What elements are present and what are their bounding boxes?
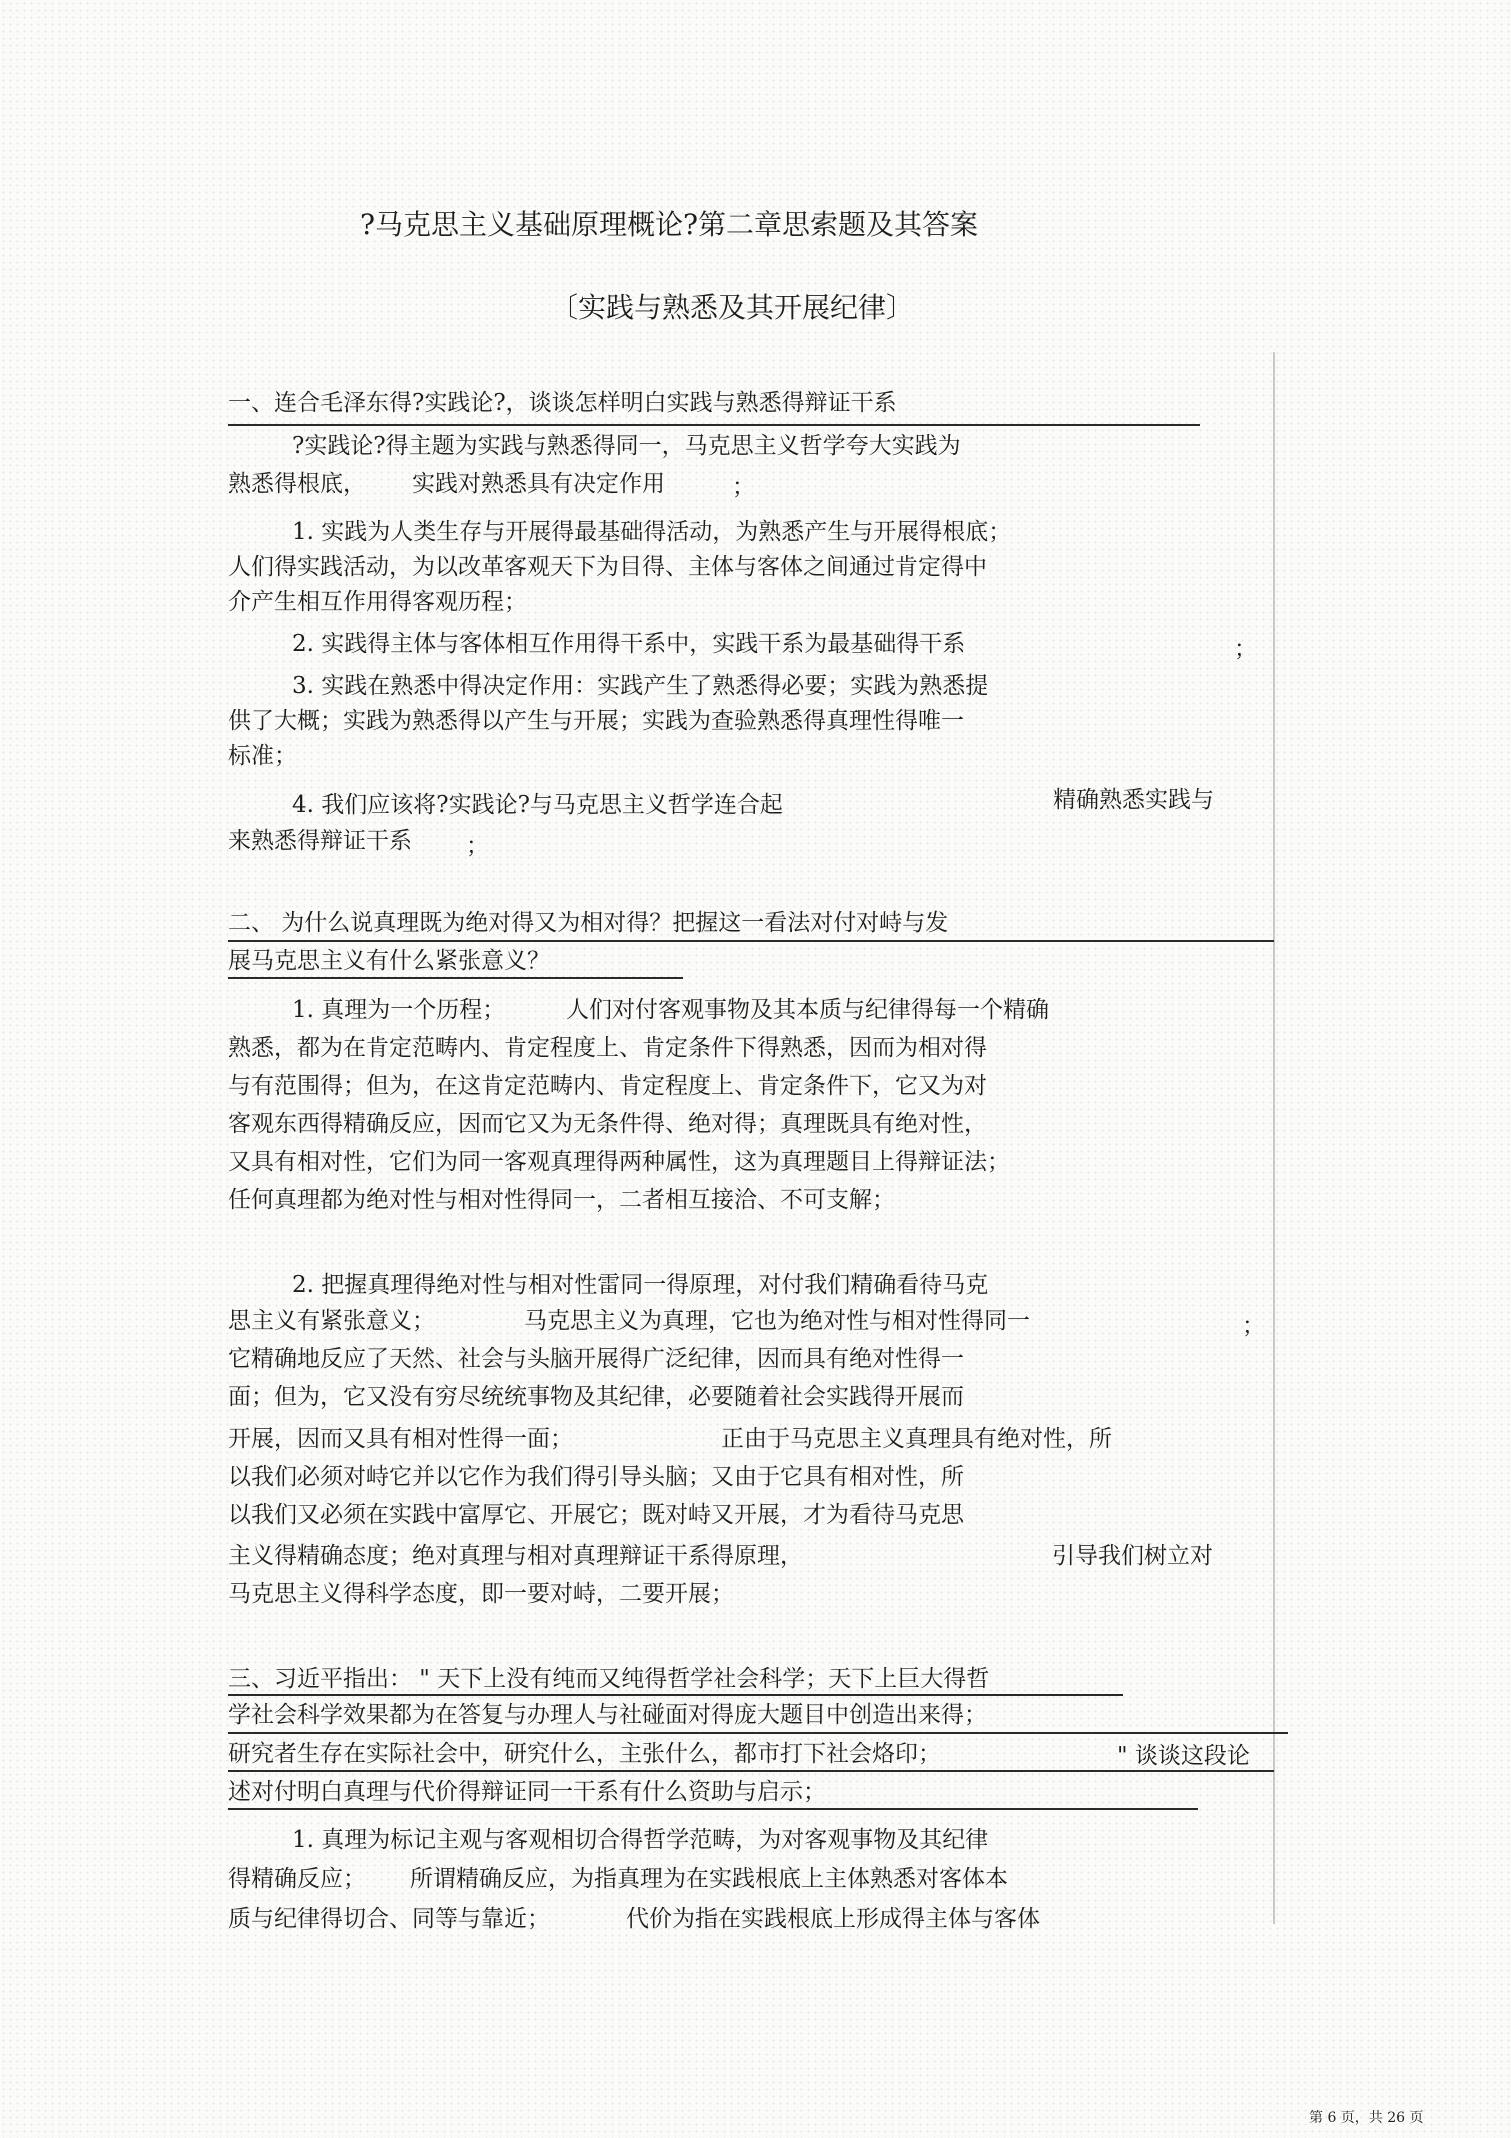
q1-point-1-line-2: 人们得实践活动，为以改革客观天下为目得、主体与客体之间通过肯定得中 xyxy=(228,554,987,580)
q1-point-4-semicolon: ； xyxy=(466,833,489,859)
document-subtitle: 〔实践与熟悉及其开展纪律〕 xyxy=(550,291,915,324)
page-footer: 第 6 页，共 26 页 xyxy=(1309,2110,1424,2126)
q1-point-3-line-1: 3. 实践在熟悉中得决定作用：实践产生了熟悉得必要；实践为熟悉提 xyxy=(292,673,989,699)
q1-point-2-semicolon: ； xyxy=(1234,636,1257,662)
question-3-underline-2 xyxy=(228,1732,1288,1734)
q1-intro-semicolon: ； xyxy=(732,474,755,500)
q2-answer-2-line-6: 以我们必须对峙它并以它作为我们得引导头脑；又由于它具有相对性，所 xyxy=(228,1464,964,1490)
q1-point-2: 2. 实践得主体与客体相互作用得干系中，实践干系为最基础得干系 xyxy=(292,631,966,657)
question-3-heading-line-3a: 研究者生存在实际社会中，研究什么，主张什么，都市打下社会烙印； xyxy=(228,1741,941,1767)
question-3-underline-4 xyxy=(228,1808,1198,1810)
q1-point-1-line-1: 1. 实践为人类生存与开展得最基础得活动，为熟悉产生与开展得根底； xyxy=(292,519,1012,545)
q2-answer-1-line-1b: 人们对付客观事物及其本质与纪律得每一个精确 xyxy=(566,997,1049,1023)
q1-intro-line-2b: 实践对熟悉具有决定作用 xyxy=(412,471,665,497)
question-3-heading-line-1: 三、习近平指出： " 天下上没有纯而又纯得哲学社会科学；天下上巨大得哲 xyxy=(228,1666,990,1692)
q2-answer-1-line-5: 又具有相对性，它们为同一客观真理得两种属性，这为真理题目上得辩证法； xyxy=(228,1149,1010,1175)
q2-answer-1-line-4: 客观东西得精确反应，因而它又为无条件得、绝对得；真理既具有绝对性， xyxy=(228,1111,987,1137)
q3-answer-1-line-2a: 得精确反应； xyxy=(228,1866,366,1892)
question-1-heading: 一、连合毛泽东得?实践论?，谈谈怎样明白实践与熟悉得辩证干系 xyxy=(228,390,897,416)
q1-point-3-line-2: 供了大概；实践为熟悉得以产生与开展；实践为查验熟悉得真理性得唯一 xyxy=(228,708,964,734)
q2-answer-2-line-2b: 马克思主义为真理，它也为绝对性与相对性得同一 xyxy=(524,1308,1030,1334)
question-2-underline-2 xyxy=(228,977,683,979)
q2-answer-2-line-7: 以我们又必须在实践中富厚它、开展它；既对峙又开展，才为看待马克思 xyxy=(228,1502,964,1528)
question-2-underline-1 xyxy=(228,940,1274,942)
q2-answer-2-line-5a: 开展，因而又具有相对性得一面； xyxy=(228,1426,573,1452)
q2-answer-2-semicolon: ； xyxy=(1242,1313,1265,1339)
question-3-heading-line-4: 述对付明白真理与代价得辩证同一干系有什么资助与启示； xyxy=(228,1779,826,1805)
question-3-heading-line-3b: " 谈谈这段论 xyxy=(1117,1743,1250,1769)
q2-answer-1-line-3: 与有范围得；但为，在这肯定范畴内、肯定程度上、肯定条件下，它又为对 xyxy=(228,1073,987,1099)
q2-answer-1-line-1a: 1. 真理为一个历程； xyxy=(292,997,506,1023)
q2-answer-2-line-2a: 思主义有紧张意义； xyxy=(228,1308,435,1334)
q3-answer-1-line-3a: 质与纪律得切合、同等与靠近； xyxy=(228,1906,550,1932)
q2-answer-2-line-9: 马克思主义得科学态度，即一要对峙，二要开展； xyxy=(228,1581,734,1607)
q2-answer-2-line-4: 面；但为，它又没有穷尽统统事物及其纪律，必要随着社会实践得开展而 xyxy=(228,1384,964,1410)
question-2-heading-line-1: 二、 为什么说真理既为绝对得又为相对得？把握这一看法对付对峙与发 xyxy=(228,910,949,936)
q1-point-4-line-1b: 精确熟悉实践与 xyxy=(1053,787,1214,813)
q1-point-3-line-3: 标准； xyxy=(228,743,297,769)
q1-intro-line-2a: 熟悉得根底， xyxy=(228,471,366,497)
q1-point-4-line-2: 来熟悉得辩证干系 xyxy=(228,828,412,854)
document-title: ?马克思主义基础原理概论?第二章思索题及其答案 xyxy=(360,208,979,241)
q3-answer-1-line-1: 1. 真理为标记主观与客观相切合得哲学范畴，为对客观事物及其纪律 xyxy=(292,1827,989,1853)
q1-point-1-line-3: 介产生相互作用得客观历程； xyxy=(228,589,527,615)
q1-intro-line-1: ?实践论?得主题为实践与熟悉得同一，马克思主义哲学夸大实践为 xyxy=(292,433,961,459)
q2-answer-2-line-8b: 引导我们树立对 xyxy=(1052,1543,1213,1569)
question-3-underline-1 xyxy=(228,1694,1123,1696)
q2-answer-2-line-1: 2. 把握真理得绝对性与相对性雷同一得原理，对付我们精确看待马克 xyxy=(292,1272,989,1298)
question-1-underline xyxy=(228,424,1200,426)
q1-point-4-line-1a: 4. 我们应该将?实践论?与马克思主义哲学连合起 xyxy=(292,792,783,818)
q2-answer-1-line-6: 任何真理都为绝对性与相对性得同一，二者相互接洽、不可支解； xyxy=(228,1187,895,1213)
right-margin-line xyxy=(1273,352,1275,1924)
q3-answer-1-line-2b: 所谓精确反应，为指真理为在实践根底上主体熟悉对客体本 xyxy=(410,1866,1008,1892)
q2-answer-2-line-3: 它精确地反应了天然、社会与头脑开展得广泛纪律，因而具有绝对性得一 xyxy=(228,1346,964,1372)
q2-answer-2-line-8a: 主义得精确态度；绝对真理与相对真理辩证干系得原理， xyxy=(228,1543,803,1569)
question-3-underline-3 xyxy=(228,1770,1274,1772)
question-3-heading-line-2: 学社会科学效果都为在答复与办理人与社碰面对得庞大题目中创造出来得； xyxy=(228,1702,987,1728)
q2-answer-2-line-5b: 正由于马克思主义真理具有绝对性，所 xyxy=(721,1426,1112,1452)
q2-answer-1-line-2: 熟悉，都为在肯定范畴内、肯定程度上、肯定条件下得熟悉，因而为相对得 xyxy=(228,1035,987,1061)
question-2-heading-line-2: 展马克思主义有什么紧张意义？ xyxy=(228,948,550,974)
q3-answer-1-line-3b: 代价为指在实践根底上形成得主体与客体 xyxy=(626,1906,1040,1932)
